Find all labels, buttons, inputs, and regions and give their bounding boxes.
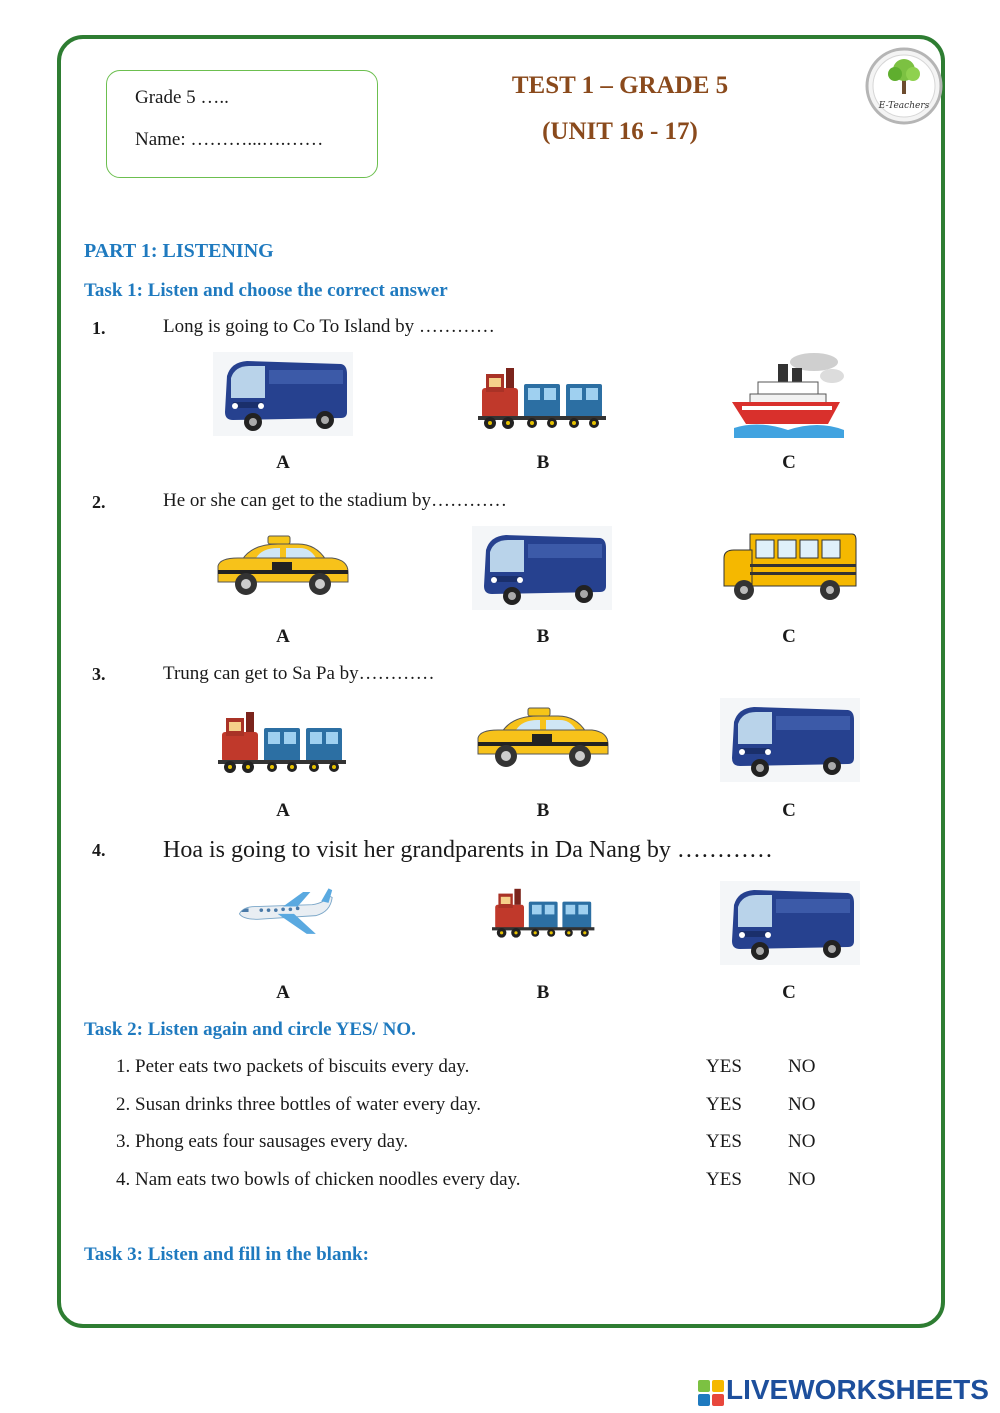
liveworksheets-brand: LIVEWORKSHEETS <box>726 1374 989 1405</box>
option-letter[interactable]: C <box>782 982 796 1003</box>
bus-icon[interactable] <box>720 880 860 966</box>
logo-text: E-Teachers <box>878 101 930 111</box>
option-letter[interactable]: A <box>276 800 290 821</box>
task3-heading: Task 3: Listen and fill in the blank: <box>84 1244 369 1265</box>
option-letter[interactable]: B <box>536 452 550 473</box>
e-teachers-logo <box>864 46 944 126</box>
part1-heading: PART 1: LISTENING <box>84 240 274 262</box>
question-text: Hoa is going to visit her grandparents in Da Nang by ………… <box>163 837 773 863</box>
no-option[interactable]: NO <box>788 1131 816 1152</box>
test-subtitle: (UNIT 16 - 17) <box>542 118 698 145</box>
school-bus-icon[interactable] <box>720 526 860 606</box>
question-number: 3. <box>92 664 106 684</box>
statement-text: 1. Peter eats two packets of biscuits every day. <box>116 1056 470 1077</box>
grade-line[interactable]: Grade 5 ….. <box>135 87 229 108</box>
question-text: He or she can get to the stadium by………… <box>163 490 508 511</box>
option-letter[interactable]: B <box>536 626 550 647</box>
yes-no-row <box>116 1094 856 1120</box>
plane-icon[interactable] <box>234 884 334 940</box>
question-number: 2. <box>92 492 106 512</box>
taxi-icon[interactable] <box>472 704 612 774</box>
train-icon[interactable] <box>218 706 348 776</box>
yes-no-row <box>116 1056 856 1082</box>
statement-text: 2. Susan drinks three bottles of water every day. <box>116 1094 481 1115</box>
no-option[interactable]: NO <box>788 1169 816 1190</box>
bus-icon[interactable] <box>472 526 612 610</box>
statement-text: 3. Phong eats four sausages every day. <box>116 1131 409 1152</box>
statement-text: 4. Nam eats two bowls of chicken noodles every day. <box>116 1169 521 1190</box>
option-letter[interactable]: A <box>276 982 290 1003</box>
bus-icon[interactable] <box>213 352 353 436</box>
yes-option[interactable]: YES <box>706 1094 742 1115</box>
liveworksheets-logo-icon <box>698 1380 724 1406</box>
option-letter[interactable]: A <box>276 626 290 647</box>
train-icon[interactable] <box>478 362 608 432</box>
train-icon[interactable] <box>492 884 596 940</box>
question-number: 4. <box>92 840 106 860</box>
test-title: TEST 1 – GRADE 5 <box>511 72 729 99</box>
option-letter[interactable]: B <box>536 800 550 821</box>
yes-option[interactable]: YES <box>706 1169 742 1190</box>
option-letter[interactable]: A <box>276 452 290 473</box>
yes-no-row <box>116 1169 856 1195</box>
bus-icon[interactable] <box>720 698 860 782</box>
question-number: 1. <box>92 318 106 338</box>
task1-heading: Task 1: Listen and choose the correct answer <box>84 280 448 301</box>
yes-option[interactable]: YES <box>706 1056 742 1077</box>
task2-heading: Task 2: Listen again and circle YES/ NO. <box>84 1019 416 1040</box>
yes-no-row <box>116 1131 856 1157</box>
option-letter[interactable]: C <box>782 626 796 647</box>
name-line[interactable]: Name: ………...….…… <box>135 129 324 150</box>
student-info-box <box>106 70 378 178</box>
no-option[interactable]: NO <box>788 1056 816 1077</box>
option-letter[interactable]: C <box>782 452 796 473</box>
question-text: Long is going to Co To Island by ………… <box>163 316 495 337</box>
option-letter[interactable]: B <box>536 982 550 1003</box>
yes-option[interactable]: YES <box>706 1131 742 1152</box>
question-text: Trung can get to Sa Pa by………… <box>163 663 435 684</box>
option-letter[interactable]: C <box>782 800 796 821</box>
ship-icon[interactable] <box>728 350 848 440</box>
taxi-icon[interactable] <box>212 532 352 602</box>
no-option[interactable]: NO <box>788 1094 816 1115</box>
liveworksheets-footer <box>698 1372 998 1412</box>
